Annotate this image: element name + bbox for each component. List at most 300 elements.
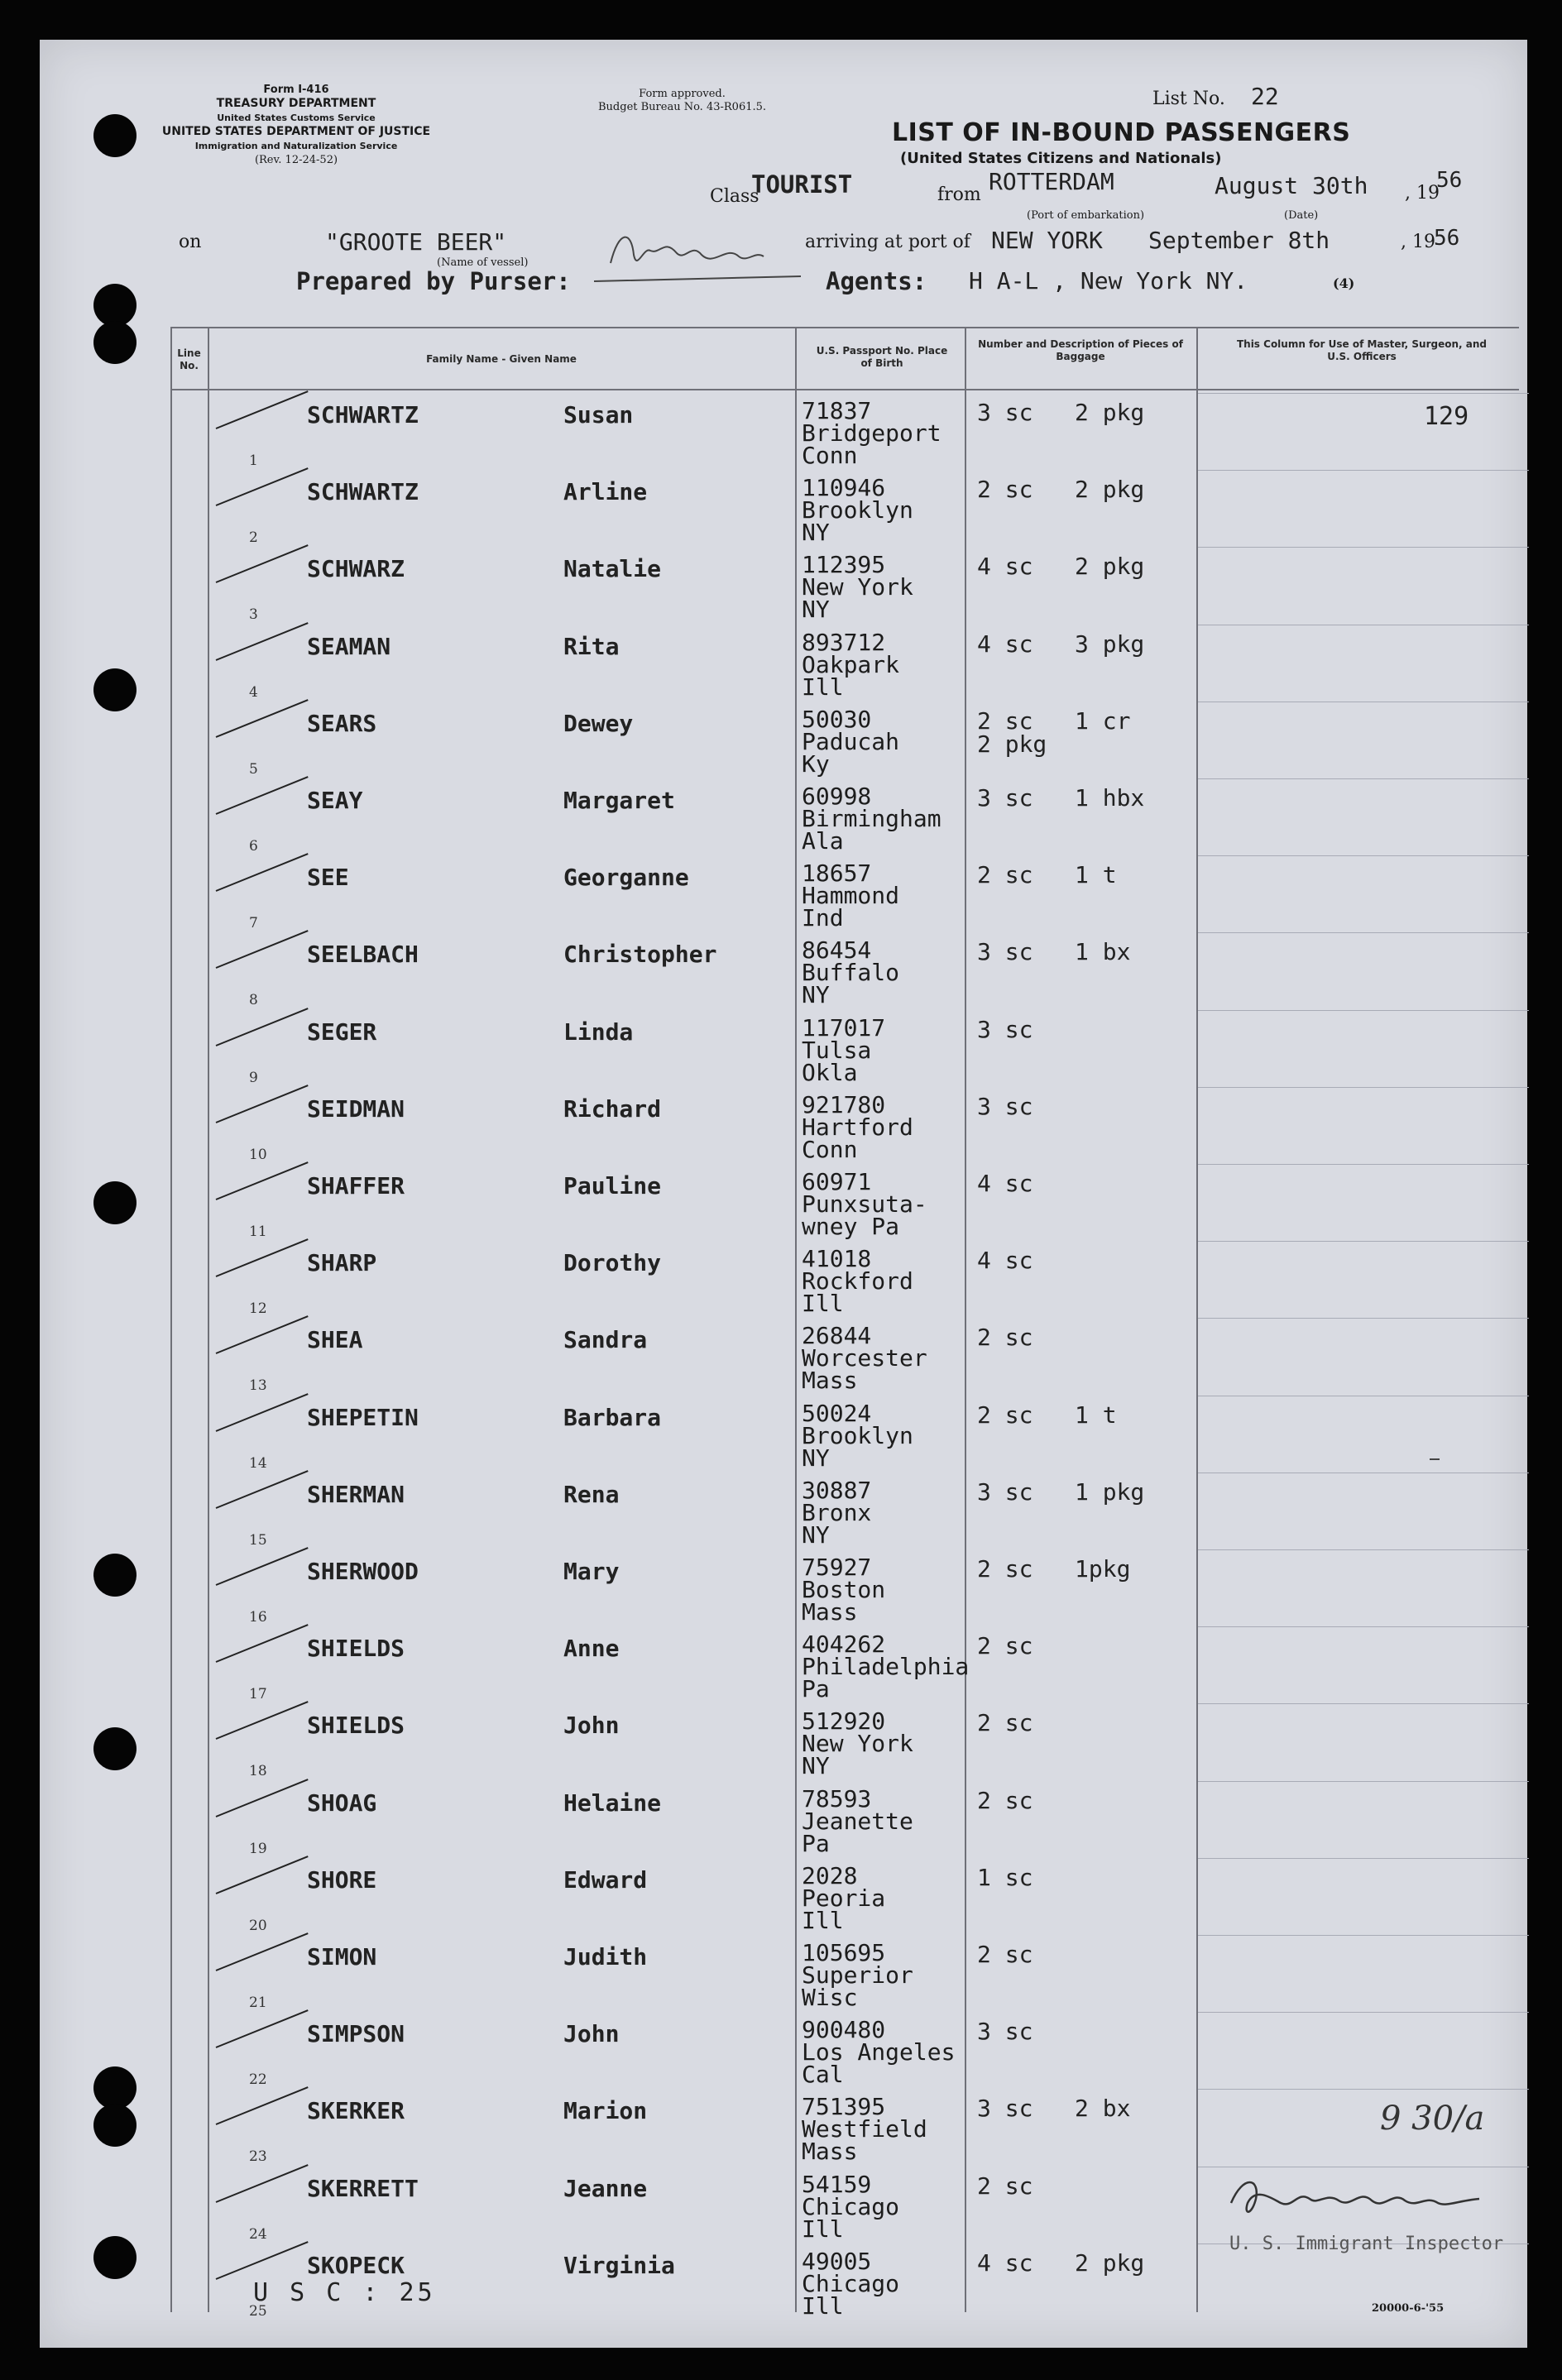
birthplace-line-2: Ill (802, 1290, 844, 1318)
passport-place-cell (802, 1861, 886, 1934)
birthplace-line-2: Mass (802, 1598, 858, 1626)
punch-hole (93, 321, 137, 364)
passport-number: 54159 (802, 2170, 872, 2198)
punch-hole (93, 1554, 137, 1597)
document-page (40, 40, 1527, 2348)
port-embarkation: ROTTERDAM (989, 168, 1114, 195)
prepared-label: Prepared by Purser: (296, 267, 571, 295)
baggage-description: 2 sc (977, 2172, 1033, 2200)
year-prefix: , 19 (1405, 183, 1440, 204)
passport-number: 60971 (802, 1168, 872, 1195)
baggage-description: 4 sc (977, 1170, 1033, 1197)
birthplace-line-2: Wisc (802, 1984, 858, 2011)
officer-column-rule (1198, 2012, 1529, 2013)
officer-column-rule (1198, 1549, 1529, 1550)
line-check-mark (216, 467, 309, 506)
birthplace-line-1: New York (802, 1730, 913, 1758)
officer-signature (1215, 2157, 1512, 2240)
family-name: SEE (307, 864, 349, 892)
family-name: SIMON (307, 1943, 377, 1971)
birthplace-line-1: New York (802, 573, 913, 601)
line-check-mark (216, 776, 309, 815)
birthplace-line-1: Brooklyn (802, 1421, 913, 1449)
family-name: SHOAG (307, 1789, 377, 1817)
birthplace-line-2: Conn (802, 1135, 858, 1163)
passenger-table (170, 327, 1519, 2320)
punch-hole (93, 668, 137, 711)
line-check-mark (216, 2164, 309, 2203)
family-name: SEAMAN (307, 632, 391, 660)
table-row (170, 702, 1519, 778)
officer-column-rule (1198, 1010, 1529, 1011)
table-row (170, 1549, 1519, 1626)
passport-number: 41018 (802, 1245, 872, 1273)
on-label: on (179, 232, 202, 252)
line-check-mark (216, 545, 309, 584)
passport-number: 86454 (802, 936, 872, 965)
given-name: Virginia (563, 2251, 675, 2279)
line-check-mark (216, 1393, 309, 1432)
officer-column-rule (1198, 1858, 1529, 1859)
birthplace-line-1: Worcester (802, 1344, 927, 1372)
given-name: Georganne (563, 864, 689, 892)
arrival-date: September 8th (1148, 227, 1330, 254)
line-check-mark (216, 1470, 309, 1509)
col-header-passport: U.S. Passport No. Place of Birth (816, 345, 948, 369)
table-row (170, 1396, 1519, 1473)
col-header-name: Family Name - Given Name (426, 353, 577, 365)
line-check-mark (216, 622, 309, 661)
passport-number: 78593 (802, 1784, 872, 1813)
officer-column-rule (1198, 2089, 1529, 2090)
baggage-description: 2 sc 1pkg (977, 1555, 1131, 1583)
passport-place-cell (802, 1245, 913, 1318)
table-row (170, 1318, 1519, 1395)
officer-stamp: U. S. Immigrant Inspector (1229, 2234, 1504, 2254)
passport-number: 112395 (802, 551, 886, 579)
line-number: 18 (249, 1763, 267, 1780)
officer-column-rule (1198, 855, 1529, 856)
table-top-border (170, 327, 1519, 328)
given-name: Linda (563, 1018, 634, 1046)
officer-column-rule (1198, 1935, 1529, 1936)
passport-number: 26844 (802, 1322, 872, 1350)
given-name: Pauline (563, 1172, 662, 1200)
passport-number: 75927 (802, 1554, 872, 1581)
passport-place-cell (802, 1707, 913, 1780)
officer-column-rule (1198, 1087, 1529, 1088)
col-header-line-no: Line No. (177, 347, 201, 371)
family-name: SKOPECK (307, 2251, 405, 2279)
birthplace-line-2: NY (802, 519, 830, 547)
punch-hole (93, 1727, 137, 1770)
baggage-description: 2 sc 2 pkg (977, 476, 1145, 504)
family-name: SEIDMAN (307, 1094, 405, 1123)
given-name: Sandra (563, 1326, 648, 1354)
birthplace-line-2: Pa (802, 1675, 830, 1703)
passport-number: 117017 (802, 1013, 886, 1042)
arrival-year-prefix: , 19 (1401, 232, 1435, 252)
family-name: SHERWOOD (307, 1558, 419, 1585)
birthplace-line-1: Tulsa (802, 1036, 872, 1064)
passport-place-cell (802, 1013, 886, 1086)
given-name: Anne (563, 1635, 620, 1663)
family-name: SCHWARTZ (307, 401, 419, 429)
table-row (170, 1010, 1519, 1087)
table-row (170, 1935, 1519, 2012)
passport-number: 2028 (802, 1861, 858, 1889)
birthplace-line-2: Ind (802, 904, 844, 932)
birthplace-line-2: NY (802, 1752, 830, 1780)
passport-place-cell (802, 1168, 927, 1240)
line-check-mark (216, 1932, 309, 1971)
birthplace-line-1: Boston (802, 1576, 886, 1603)
baggage-description: 2 sc (977, 1709, 1033, 1737)
table-row (170, 1087, 1519, 1164)
table-row (170, 1626, 1519, 1703)
justice-label: UNITED STATES DEPARTMENT OF JUSTICE (161, 125, 431, 138)
family-name: SHORE (307, 1865, 377, 1894)
passport-place-cell (802, 2016, 956, 2089)
line-number: 8 (249, 992, 258, 1009)
page-title: LIST OF IN-BOUND PASSENGERS (892, 118, 1351, 147)
family-name: SEAY (307, 787, 363, 814)
given-name: Helaine (563, 1789, 662, 1817)
birthplace-line-1: Bridgeport (802, 419, 942, 447)
passport-place-cell (802, 1784, 913, 1857)
officer-column-rule (1198, 778, 1529, 779)
table-row (170, 778, 1519, 855)
table-row (170, 932, 1519, 1009)
birthplace-line-1: Punxsuta- (802, 1190, 927, 1218)
family-name: SHAFFER (307, 1172, 405, 1200)
baggage-description: 3 sc 1 hbx (977, 784, 1145, 812)
line-check-mark (216, 1702, 309, 1741)
line-number: 1 (249, 453, 258, 469)
print-code: 20000-6-'55 (1372, 2302, 1445, 2315)
table-row (170, 2089, 1519, 2166)
passport-number: 105695 (802, 1939, 886, 1966)
passport-place-cell (802, 1939, 913, 2011)
arriving-label: arriving at port of (805, 232, 970, 252)
port-embarkation-caption: (Port of embarkation) (1027, 209, 1145, 222)
punch-hole (93, 114, 137, 157)
passport-number: 71837 (802, 397, 872, 424)
arrival-year-suffix: 56 (1434, 226, 1460, 251)
class-value: TOURIST (751, 170, 853, 199)
line-check-mark (216, 1624, 309, 1663)
baggage-description: 3 sc 2 pkg (977, 399, 1145, 426)
line-number: 16 (249, 1609, 267, 1626)
birthplace-line-1: Peoria (802, 1884, 886, 1912)
passport-number: 751395 (802, 2093, 886, 2121)
arrival-port: NEW YORK (991, 227, 1103, 254)
passport-place-cell (802, 936, 900, 1009)
birthplace-line-2: NY (802, 596, 830, 624)
class-label: Class (710, 186, 759, 207)
line-check-mark (216, 1316, 309, 1355)
table-row (170, 1473, 1519, 1549)
baggage-description: 4 sc 3 pkg (977, 630, 1145, 658)
punch-hole (93, 2104, 137, 2147)
table-row (170, 393, 1519, 470)
family-name: SHIELDS (307, 1712, 405, 1740)
agents-suffix: (4) (1333, 275, 1355, 291)
baggage-description: 3 sc (977, 1015, 1033, 1043)
line-number: 6 (249, 838, 258, 855)
birthplace-line-1: Westfield (802, 2115, 927, 2143)
family-name: SEARS (307, 709, 377, 737)
birthplace-line-2: Ky (802, 749, 830, 778)
footer-code: U S C : 25 (253, 2278, 436, 2307)
line-number: 10 (249, 1146, 267, 1163)
baggage-description: 4 sc (977, 1247, 1033, 1275)
line-number: 3 (249, 606, 258, 624)
baggage-description: 3 sc (977, 2018, 1033, 2046)
family-name: SIMPSON (307, 2020, 405, 2048)
header-bottom-border (170, 389, 1519, 390)
baggage-description: 3 sc (977, 1092, 1033, 1120)
officer-column-rule (1198, 470, 1529, 471)
family-name: SCHWARTZ (307, 478, 419, 506)
birthplace-line-2: NY (802, 981, 830, 1009)
col-header-officers: This Column for Use of Master, Surgeon, and U.S. Officers (1236, 338, 1488, 362)
line-number: 11 (249, 1224, 267, 1240)
given-name: Dewey (563, 709, 634, 737)
birthplace-line-2: Okla (802, 1058, 858, 1086)
line-check-mark (216, 1779, 309, 1817)
baggage-description: 2 sc (977, 1941, 1033, 1968)
given-name: Arline (563, 478, 648, 506)
birthplace-line-1: Paducah (802, 727, 900, 755)
given-name: Natalie (563, 555, 662, 583)
birthplace-line-1: Bronx (802, 1498, 872, 1526)
baggage-description: 2 sc 1 t (977, 861, 1117, 889)
line-number: 7 (249, 915, 258, 932)
line-check-mark (216, 2087, 309, 2126)
table-row (170, 855, 1519, 932)
purser-signature (586, 213, 826, 288)
passport-place-cell (802, 628, 900, 701)
passport-number: 893712 (802, 628, 886, 656)
officer-column-rule (1198, 1626, 1529, 1627)
line-check-mark (216, 931, 309, 970)
passport-place-cell (802, 2093, 927, 2166)
table-row (170, 470, 1519, 547)
family-name: SHEPETIN (307, 1403, 419, 1431)
vessel-name: "GROOTE BEER" (325, 228, 507, 256)
passport-number: 60998 (802, 783, 872, 810)
passport-place-cell (802, 783, 942, 855)
family-name: SHIELDS (307, 1635, 405, 1663)
table-row (170, 2012, 1519, 2089)
given-name: Rena (563, 1480, 620, 1508)
baggage-description: 4 sc 2 pkg (977, 2248, 1145, 2277)
birthplace-line-2: Conn (802, 442, 858, 469)
line-number: 22 (249, 2071, 267, 2089)
birthplace-line-1: Rockford (802, 1267, 913, 1295)
officer-column-rule (1198, 1241, 1529, 1242)
line-number: 14 (249, 1454, 267, 1472)
line-number: 24 (249, 2225, 267, 2243)
table-row (170, 1703, 1519, 1780)
vessel-caption: (Name of vessel) (437, 256, 529, 269)
list-no-label: List No. (1152, 89, 1225, 109)
birthplace-line-1: Hammond (802, 882, 900, 910)
table-row (170, 1241, 1519, 1318)
line-check-mark (216, 2241, 309, 2280)
family-name: SKERKER (307, 2097, 405, 2125)
given-name: Jeanne (563, 2174, 648, 2202)
given-name: John (563, 2020, 620, 2048)
family-name: SHARP (307, 1249, 377, 1277)
baggage-description: 3 sc 1 pkg (977, 1477, 1145, 1506)
agents-value: H A-L , New York NY. (969, 267, 1248, 295)
line-check-mark (216, 853, 309, 892)
line-check-mark (216, 1161, 309, 1200)
line-number: 19 (249, 1840, 267, 1857)
family-name: SHEA (307, 1326, 363, 1354)
baggage-description: 1 sc (977, 1863, 1033, 1891)
line-check-mark (216, 699, 309, 738)
list-number-block (1152, 83, 1279, 110)
passport-place-cell (802, 551, 913, 624)
table-row (170, 1781, 1519, 1858)
line-number: 13 (249, 1377, 267, 1395)
baggage-description: 2 sc (977, 1632, 1033, 1660)
customs-label: United States Customs Service (217, 113, 376, 123)
from-label: from (937, 184, 981, 205)
departure-date: August 30th (1215, 172, 1368, 199)
officer-column-rule (1198, 932, 1529, 933)
line-check-mark (216, 2009, 309, 2048)
officer-column-rule (1198, 1781, 1529, 1782)
passport-place-cell (802, 860, 900, 932)
birthplace-line-2: Pa (802, 1829, 830, 1857)
birthplace-line-1: Hartford (802, 1113, 913, 1141)
family-name: SEGER (307, 1018, 377, 1046)
col-header-baggage: Number and Description of Pieces of Baggage (978, 338, 1183, 362)
birthplace-line-2: Ill (802, 673, 844, 701)
birthplace-line-1: Superior (802, 1961, 913, 1989)
passport-place-cell (802, 474, 913, 547)
passport-number: 110946 (802, 474, 886, 502)
baggage-description: 2 sc 1 t (977, 1401, 1117, 1429)
table-row (170, 625, 1519, 702)
agents-label: Agents: (826, 267, 927, 295)
line-number: 2 (249, 529, 258, 547)
family-name: SCHWARZ (307, 555, 405, 583)
form-number: Form I-416 (263, 84, 329, 96)
birthplace-line-1: Chicago (802, 2269, 900, 2297)
birthplace-line-2: Ala (802, 827, 844, 855)
birthplace-line-1: Birmingham (802, 805, 942, 832)
birthplace-line-1: Philadelphia (802, 1653, 970, 1681)
line-check-mark (216, 1238, 309, 1277)
passport-number: 50024 (802, 1399, 872, 1427)
line-number: 4 (249, 683, 258, 701)
given-name: Mary (563, 1558, 620, 1585)
page-subtitle: (United States Citizens and Nationals) (900, 150, 1222, 167)
birthplace-line-2: NY (802, 1444, 830, 1472)
approval-block (598, 88, 766, 114)
passport-number: 50030 (802, 705, 872, 733)
given-name: Rita (563, 632, 620, 660)
table-row (170, 1164, 1519, 1241)
passport-place-cell (802, 1399, 913, 1472)
passport-number: 49005 (802, 2247, 872, 2275)
side-count: 129 (1424, 402, 1469, 431)
line-number: 25 (249, 2302, 267, 2320)
ins-label: Immigration and Naturalization Service (194, 141, 398, 151)
birthplace-line-1: Oakpark (802, 650, 900, 678)
budget-label: Budget Bureau No. 43-R061.5. (598, 101, 767, 113)
officer-note: 9 30/a (1380, 2100, 1485, 2138)
passport-place-cell (802, 1090, 913, 1163)
line-number: 9 (249, 1069, 258, 1086)
line-check-mark (216, 1085, 309, 1123)
officer-column-rule (1198, 1318, 1529, 1319)
family-name: SEELBACH (307, 941, 419, 969)
form-agency-block (156, 83, 437, 167)
line-number: 21 (249, 1995, 267, 2011)
given-name: Judith (563, 1943, 648, 1971)
given-name: Barbara (563, 1403, 662, 1431)
birthplace-line-2: Ill (802, 2291, 844, 2320)
passport-place-cell (802, 2170, 900, 2243)
passport-number: 404262 (802, 1631, 886, 1659)
punch-hole (93, 1181, 137, 1224)
family-name: SKERRETT (307, 2174, 419, 2202)
officer-column-rule (1198, 393, 1529, 394)
birthplace-line-2: Mass (802, 1367, 858, 1395)
officer-column-rule (1198, 1164, 1529, 1165)
given-name: Dorothy (563, 1249, 662, 1277)
year-suffix: 56 (1436, 168, 1463, 193)
birthplace-line-2: wney Pa (802, 1213, 900, 1240)
given-name: Margaret (563, 787, 675, 814)
line-number: 17 (249, 1686, 267, 1703)
given-name: Susan (563, 401, 634, 429)
birthplace-line-1: Chicago (802, 2192, 900, 2220)
revision-label: (Rev. 12-24-52) (254, 154, 338, 166)
birthplace-line-2: Cal (802, 2061, 844, 2089)
baggage-description: 2 sc (977, 1786, 1033, 1814)
passport-number: 30887 (802, 1476, 872, 1504)
passport-number: 18657 (802, 860, 872, 888)
passport-number: 512920 (802, 1707, 886, 1736)
birthplace-line-1: Jeanette (802, 1807, 913, 1835)
baggage-description: 2 sc (977, 1324, 1033, 1352)
birthplace-line-1: Los Angeles (802, 2038, 956, 2066)
line-number: 15 (249, 1531, 267, 1549)
passport-place-cell (802, 1631, 970, 1703)
birthplace-line-1: Brooklyn (802, 496, 913, 524)
baggage-description: 2 sc 1 cr 2 pkg (977, 706, 1131, 758)
baggage-description: 3 sc 1 bx (977, 938, 1131, 966)
line-number: 12 (249, 1300, 267, 1318)
line-number: 23 (249, 2148, 267, 2166)
line-check-mark (216, 1547, 309, 1586)
line-number: 20 (249, 1917, 267, 1934)
baggage-description: 3 sc 2 bx (977, 2095, 1131, 2123)
birthplace-line-2: NY (802, 1520, 830, 1549)
treasury-label: TREASURY DEPARTMENT (216, 97, 376, 110)
birthplace-line-2: Mass (802, 2138, 858, 2166)
line-number: 5 (249, 760, 258, 778)
passport-place-cell (802, 1322, 927, 1395)
table-row (170, 547, 1519, 624)
